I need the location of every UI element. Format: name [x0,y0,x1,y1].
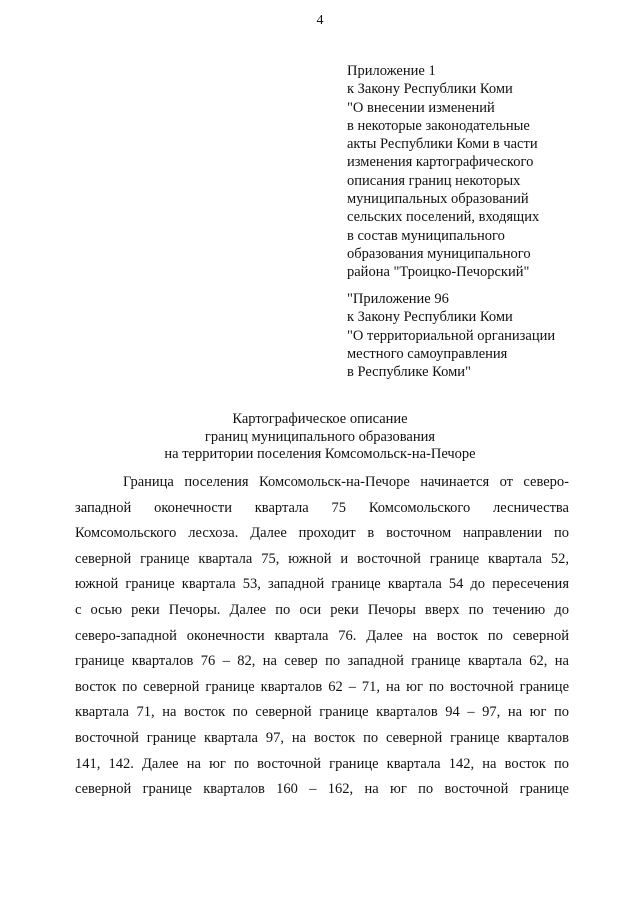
body-line: Комсомольского лесхоза. Далее проходит в восточном направлении по [75,525,569,542]
document-title-line: Картографическое описание [232,411,408,427]
appendix-1-line: в некоторые законодательные [347,117,530,134]
appendix-1-line: к Закону Республики Коми [347,81,513,98]
body-line: квартала 71, на восток по северной границе кварталов 94 – 97, на юг по [75,704,569,721]
body-line: с осью реки Печоры. Далее по оси реки Печоры вверх по течению до [75,601,569,618]
document-title-line: границ муниципального образования [204,428,436,445]
appendix-96-line: "Приложение 96 [347,291,449,307]
appendix-1-line: изменения картографического [347,154,534,171]
body-line: западной оконечности квартала 75 Комсомольского лесничества [75,499,569,516]
appendix-1-line: в состав муниципального [347,227,505,244]
body-line: южной границе квартала 53, западной границе квартала 54 до пересечения [75,576,569,593]
appendix-1-line: образования муниципального [347,245,531,262]
appendix-96-line: местного самоуправления [347,345,508,362]
appendix-1-line: Приложение 1 [347,63,436,79]
appendix-1-line: сельских поселений, входящих [347,209,540,226]
body-line: восток по северной границе кварталов 62 – 71, на юг по восточной границе [75,678,569,695]
appendix-1-line: района "Троицко-Печорский" [347,264,530,281]
body-paragraph [75,470,569,803]
appendix-96-line: "О территориальной организации [347,327,556,344]
appendix-96-line: к Закону Республики Коми [347,309,513,326]
appendix-1-header [347,62,627,282]
body-line: северо-западной оконечности квартала 76. Далее на восток по северной [75,627,569,644]
document-title-line: на территории поселения Комсомольск-на-Печоре [164,446,476,462]
page-number: 4 [316,13,324,28]
appendix-1-line: описания границ некоторых [347,172,521,189]
body-line: северной границе квартала 75, южной и восточной границе квартала 52, [75,550,569,567]
body-line: восточной границе квартала 97, на восток по северной границе кварталов [75,729,569,746]
appendix-1-line: муниципальных образований [347,191,529,208]
body-line: Граница поселения Комсомольск-на-Печоре начинается от северо- [123,474,569,490]
appendix-1-line: акты Республики Коми в части [347,136,538,153]
appendix-1-line: "О внесении изменений [347,99,495,116]
body-line: границе кварталов 76 – 82, на север по западной границе квартала 62, на [75,653,569,670]
appendix-96-line: в Республике Коми" [347,364,471,381]
body-line: северной границе кварталов 160 – 162, на юг по восточной границе [75,781,569,798]
document-title [0,411,640,464]
body-line: 141, 142. Далее на юг по восточной границе квартала 142, на восток по [75,755,569,772]
appendix-96-header [347,290,627,381]
